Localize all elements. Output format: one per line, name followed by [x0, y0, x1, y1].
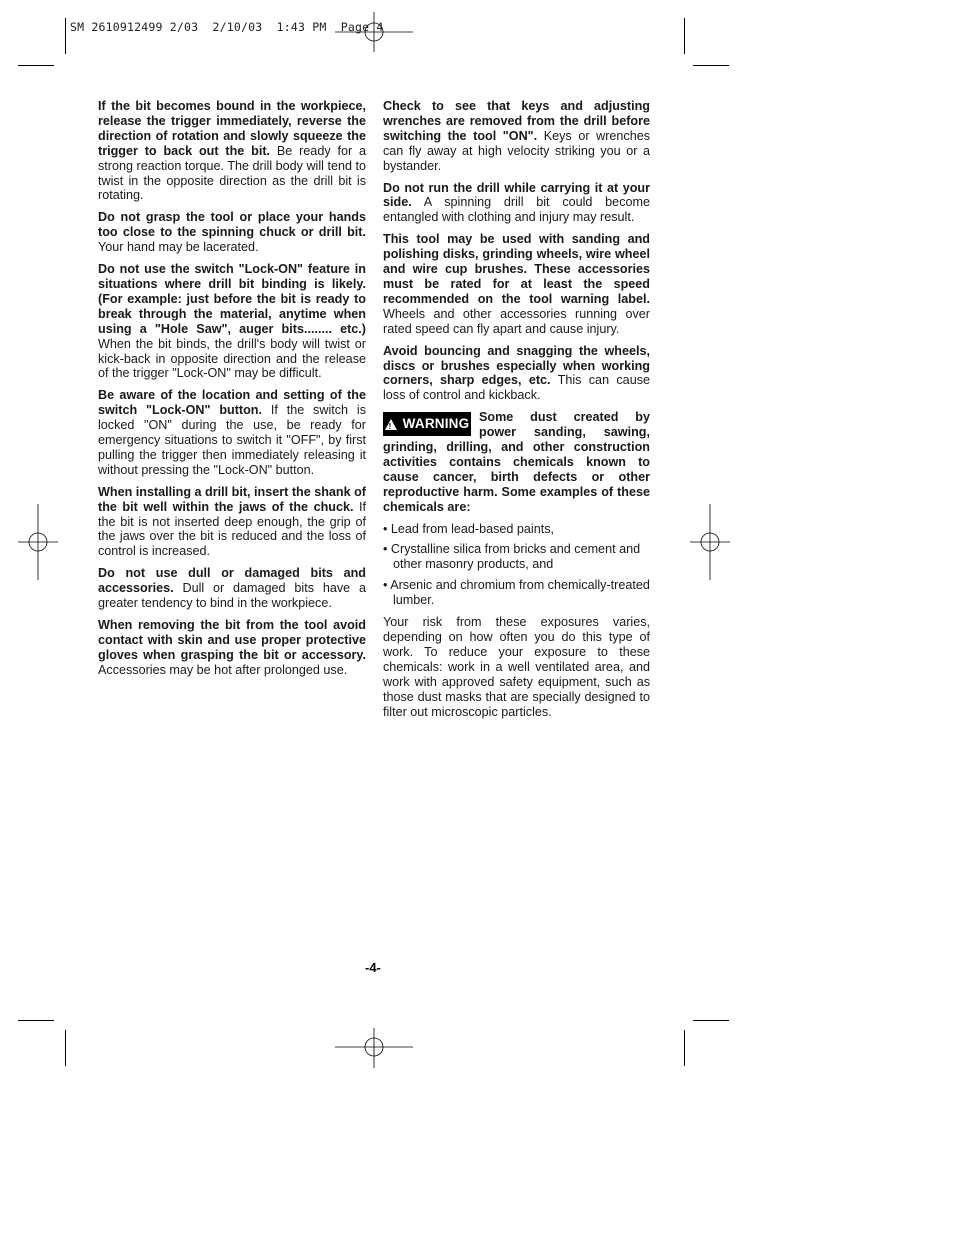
registration-mark-icon [18, 504, 58, 580]
safety-paragraph: Be aware of the location and setting of the switch "Lock-ON" button. If the switch is locked "ON" during the use, be ready for emergency situations to switch it "OFF", by first pulling the trigger then immediately releasing it without pressing the "Lock-ON" button. [98, 388, 366, 477]
crop-mark [18, 65, 54, 66]
safety-paragraph: When installing a drill bit, insert the shank of the bit well within the jaws of the chuck. If the bit is not inserted deep enough, the grip of the jaws over the bit is reduced and the loss of control is increased. [98, 484, 367, 559]
warning-badge: ! WARNING [383, 412, 471, 436]
crop-mark [65, 18, 66, 54]
print-slug: SM 2610912499 2/03 2/10/03 1:43 PM Page 4 [70, 20, 384, 34]
safety-paragraph: If the bit becomes bound in the workpiece, release the trigger immediately, reverse the direction of rotation and slowly squeeze the trigger to back out the bit. Be ready for a strong reaction torque. The drill body will tend to twist in the opposite direction as the drill bit is rotating. [98, 99, 366, 203]
page-number: -4- [365, 960, 381, 975]
safety-paragraph: Avoid bouncing and snagging the wheels, discs or brushes especially when working corners, sharp edges, etc. This can cause loss of control and kickback. [383, 343, 650, 403]
registration-mark-icon [335, 1028, 413, 1068]
crop-mark [684, 18, 685, 54]
safety-paragraph: Check to see that keys and adjusting wrenches are removed from the drill before switching the tool "ON". Keys or wrenches can fly away at high velocity striking you or a bystander. [383, 99, 650, 173]
safety-paragraph: Do not use dull or damaged bits and accessories. Dull or damaged bits have a greater tendency to bind in the workpiece. [98, 566, 366, 611]
registration-mark-icon [690, 504, 730, 580]
closing-paragraph: Your risk from these exposures varies, depending on how often you do this type of work. To reduce your exposure to these chemicals: work in a well ventilated area, and work with approved safety equipment, such as those dust masks that are specially designed to filter out microscopic particles. [383, 615, 650, 719]
safety-paragraph: This tool may be used with sanding and polishing disks, grinding wheels, wire wheel and wire cup brushes. These accessories must be rated for at least the speed recommended on the tool warning label. Wheels and other accessories running over rated speed can fly apart and cause injury. [383, 232, 650, 336]
crop-mark [65, 1030, 66, 1066]
crop-mark [693, 1020, 729, 1021]
safety-paragraph: Do not use the switch "Lock-ON" feature in situations where drill bit binding is likely. (For example: just before the bit is ready to break through the material, anytime when using a "Hole Saw", auger bits........ etc.) When the bit binds, the drill's body will twist or kick-back in opposite direction and the release of the trigger "Lock-ON" may be difficult. [98, 262, 366, 381]
right-column [383, 99, 650, 726]
safety-paragraph: Do not grasp the tool or place your hands too close to the spinning chuck or drill bit. Your hand may be lacerated. [98, 210, 366, 255]
crop-mark [684, 1030, 685, 1066]
safety-paragraph: Do not run the drill while carrying it at your side. A spinning drill bit could become entangled with clothing and injury may result. [383, 180, 650, 225]
crop-mark [693, 65, 729, 66]
chemical-list [383, 522, 650, 609]
warning-triangle-icon: ! [385, 419, 397, 430]
list-item: • Arsenic and chromium from chemically-treated lumber. [383, 578, 650, 608]
registration-mark-icon [335, 12, 413, 52]
crop-mark [18, 1020, 54, 1021]
left-column [98, 99, 366, 685]
safety-paragraph: When removing the bit from the tool avoid contact with skin and use proper protective gloves when grasping the bit or accessory. Accessories may be hot after prolonged use. [98, 618, 366, 677]
warning-paragraph: ! WARNING Some dust created by power sanding, sawing, grinding, drilling, and other construction activities contains chemicals known to cause cancer, birth defects or other reproductive harm. Some examples of these chemicals are: [383, 410, 650, 514]
warning-block [383, 410, 650, 521]
list-item: • Crystalline silica from bricks and cement and other masonry products, and [383, 542, 641, 572]
list-item: • Lead from lead-based paints, [383, 521, 555, 536]
